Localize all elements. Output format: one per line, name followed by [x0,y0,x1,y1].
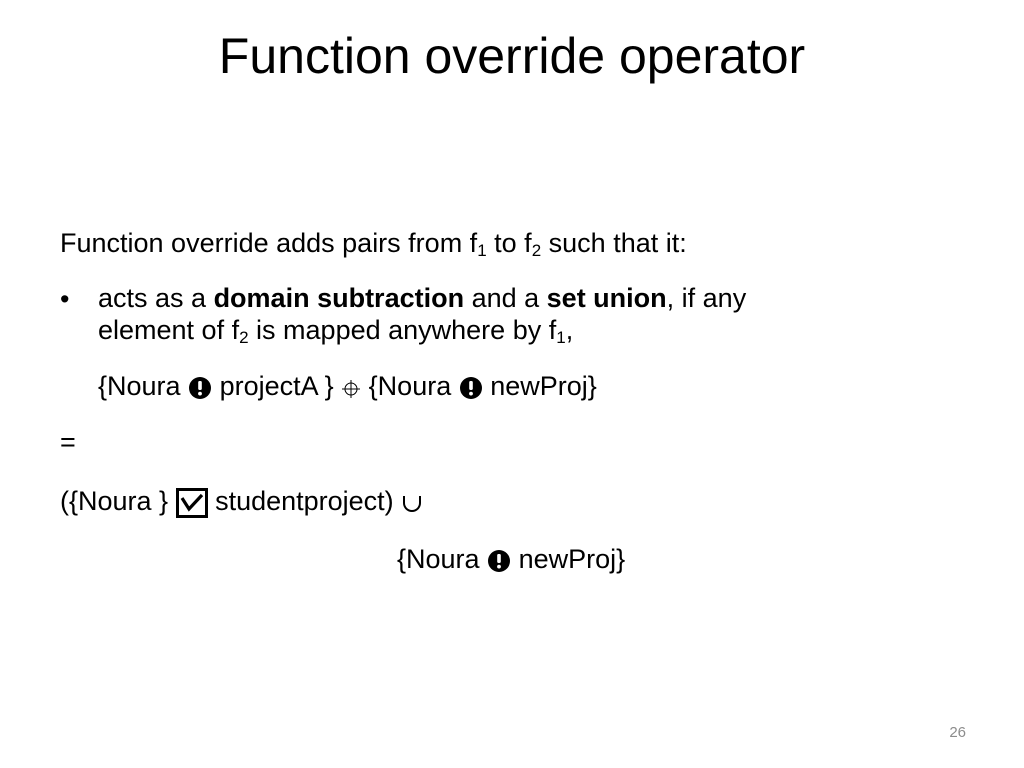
equals-sign: = [60,427,76,457]
slide-title: Function override operator [218,28,806,84]
page-number: 26 [949,724,966,741]
override-expression: {Noura projectA } {Noura newProj} [98,371,597,401]
bullet-marker: • [60,284,70,314]
maps-to-icon [459,376,483,400]
domain-subtraction-icon [176,488,208,518]
maps-to-icon [487,549,511,573]
bullet-text-line-2: element of $f_2$ is mapped anywhere by $f_1$, [98,315,574,347]
bullet-text-line-1: acts as a domain subtraction and a set union, if any [98,283,747,313]
result-expression-line-2: {Noura newProj} [397,544,626,574]
intro-line: Function override adds pairs from $f_1$ to $f_2$ such that it: [60,228,687,260]
union-icon [401,492,423,514]
override-icon [341,377,361,399]
result-expression-line-1: ({Noura } studentproject) [60,485,423,518]
maps-to-icon [188,376,212,400]
